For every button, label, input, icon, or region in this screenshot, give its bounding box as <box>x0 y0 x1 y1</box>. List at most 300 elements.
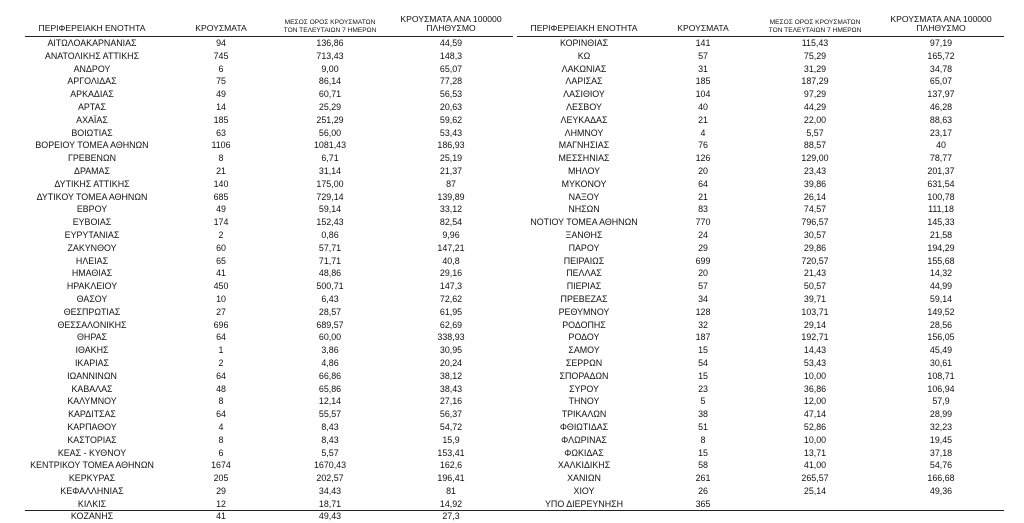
region-cell: ΠΕΙΡΑΙΩΣ <box>563 255 605 266</box>
per100k-cell: 38,43 <box>439 383 463 394</box>
table-row <box>25 114 513 127</box>
cases-cell: 21 <box>216 165 226 176</box>
per100k-cell: 65,07 <box>929 76 953 87</box>
per100k-cell: 100,78 <box>927 191 955 202</box>
table-row <box>25 395 513 408</box>
table-row <box>25 37 513 50</box>
region-cell: ΥΠΟ ΔΙΕΡΕΥΝΗΣΗ <box>545 498 623 509</box>
per100k-cell: 59,62 <box>439 114 463 125</box>
header-per100k-line1: ΚΡΟΥΣΜΑΤΑ ΑΝΑ 100000 <box>890 13 992 24</box>
region-cell: ΙΚΑΡΙΑΣ <box>74 357 110 368</box>
avg7-cell: 3,86 <box>321 345 339 356</box>
avg7-cell: 265,57 <box>801 473 829 484</box>
cases-cell: 6 <box>218 63 224 74</box>
cases-cell: 14 <box>216 101 226 112</box>
avg7-cell: 720,57 <box>801 255 829 266</box>
table-header <box>517 8 1004 37</box>
table-row <box>517 229 1004 242</box>
region-cell: ΛΕΣΒΟΥ <box>566 101 602 112</box>
header-per100k-line2: ΠΛΗΘΥΣΜΟ <box>916 23 966 34</box>
cases-cell: 140 <box>213 178 229 189</box>
avg7-cell: 152,43 <box>316 217 344 228</box>
header-per100k-line2: ΠΛΗΘΥΣΜΟ <box>426 23 476 34</box>
cases-cell: 94 <box>216 38 226 48</box>
per100k-cell: 108,71 <box>927 370 955 381</box>
cases-cell: 1674 <box>211 460 231 471</box>
per100k-cell: 54,76 <box>929 460 953 471</box>
table-row <box>25 127 513 140</box>
header-avg-line2: ΤΟΝ ΤΕΛΕΥΤΑΙΩΝ 7 ΗΜΕΡΩΝ <box>768 26 862 34</box>
avg7-cell: 22,00 <box>803 114 827 125</box>
region-cell: ΡΟΔΟΠΗΣ <box>562 319 606 330</box>
per100k-cell: 14,32 <box>929 268 953 279</box>
per100k-cell: 20,24 <box>439 357 463 368</box>
table-row <box>517 331 1004 344</box>
region-cell: ΔΡΑΜΑΣ <box>74 165 110 176</box>
region-cell: ΜΥΚΟΝΟΥ <box>561 178 607 189</box>
table-row <box>517 165 1004 178</box>
avg7-cell: 29,86 <box>803 242 827 253</box>
per100k-cell: 88,63 <box>929 114 953 125</box>
header-per100k-line1: ΚΡΟΥΣΜΑΤΑ ΑΝΑ 100000 <box>400 13 502 24</box>
per100k-cell: 38,12 <box>439 370 463 381</box>
avg7-cell: 86,14 <box>318 76 342 87</box>
per100k-cell: 338,93 <box>437 332 465 343</box>
per100k-cell: 28,56 <box>929 319 953 330</box>
per100k-cell: 56,53 <box>439 89 463 100</box>
region-cell: ΧΑΛΚΙΔΙΚΗΣ <box>557 460 611 471</box>
avg7-cell: 29,14 <box>803 319 827 330</box>
table-row <box>517 293 1004 306</box>
per100k-cell: 46,28 <box>929 101 953 112</box>
avg7-cell: 12,14 <box>318 396 342 407</box>
per100k-cell: 45,49 <box>929 345 953 356</box>
cases-cell: 29 <box>698 242 708 253</box>
per100k-cell: 37,18 <box>929 447 953 458</box>
header-cases-label: ΚΡΟΥΣΜΑΤΑ <box>677 23 729 34</box>
avg7-cell: 50,57 <box>803 281 827 292</box>
cases-cell: 29 <box>216 485 226 496</box>
table-row <box>25 165 513 178</box>
per100k-cell: 162,6 <box>439 460 463 471</box>
avg7-cell: 44,29 <box>803 101 827 112</box>
table-row <box>25 191 513 204</box>
table-left-half <box>25 8 513 523</box>
cases-cell: 75 <box>216 76 226 87</box>
cases-cell: 187 <box>695 332 711 343</box>
region-cell: ΚΩ <box>577 50 591 61</box>
avg7-cell: 796,57 <box>801 217 829 228</box>
avg7-cell: 136,86 <box>316 38 344 48</box>
cases-cell: 450 <box>213 281 229 292</box>
per100k-cell: 28,99 <box>929 409 953 420</box>
per100k-cell: 19,45 <box>929 434 953 445</box>
region-cell: ΗΡΑΚΛΕΙΟΥ <box>66 281 118 292</box>
table-row <box>25 434 513 447</box>
table-row <box>25 421 513 434</box>
cases-cell: 685 <box>213 191 229 202</box>
table-row <box>25 88 513 101</box>
region-cell: ΚΕΝΤΡΙΚΟΥ ΤΟΜΕΑ ΑΘΗΝΩΝ <box>30 460 154 471</box>
header-avg-line1: ΜΕΣΟΣ ΟΡΟΣ ΚΡΟΥΣΜΑΤΩΝ <box>284 19 376 27</box>
per100k-cell: 148,3 <box>439 50 463 61</box>
cases-cell: 51 <box>698 421 708 432</box>
table-row <box>25 319 513 332</box>
cases-cell: 126 <box>695 153 711 164</box>
header-avg <box>269 19 391 34</box>
region-cell: ΒΟΙΩΤΙΑΣ <box>71 127 113 138</box>
avg7-cell: 47,14 <box>803 409 827 420</box>
region-cell: ΕΒΡΟΥ <box>76 204 108 215</box>
avg7-cell: 10,00 <box>803 370 827 381</box>
header-per100k <box>393 15 509 34</box>
cases-cell: 20 <box>698 165 708 176</box>
table-row <box>517 50 1004 63</box>
cases-cell: 48 <box>216 383 226 394</box>
per100k-cell: 196,41 <box>437 473 465 484</box>
region-cell: ΦΛΩΡΙΝΑΣ <box>561 434 607 445</box>
avg7-cell: 52,86 <box>803 421 827 432</box>
cases-cell: 8 <box>218 434 224 445</box>
per100k-cell: 139,89 <box>437 191 465 202</box>
avg7-cell: 66,86 <box>318 370 342 381</box>
per100k-cell: 201,37 <box>927 165 955 176</box>
avg7-cell: 65,86 <box>318 383 342 394</box>
cases-cell: 41 <box>216 268 226 279</box>
table-row <box>25 63 513 76</box>
per100k-cell: 30,61 <box>929 357 953 368</box>
table-row <box>25 101 513 114</box>
header-per100k <box>881 15 1001 34</box>
table-row <box>25 370 513 383</box>
header-region-label: ΠΕΡΙΦΕΡΕΙΑΚΗ ΕΝΟΤΗΤΑ <box>38 23 146 34</box>
cases-cell: 699 <box>695 255 711 266</box>
per100k-cell: 53,43 <box>439 127 463 138</box>
table-right-half <box>517 8 1004 510</box>
header-avg-line1: ΜΕΣΟΣ ΟΡΟΣ ΚΡΟΥΣΜΑΤΩΝ <box>769 19 861 27</box>
region-cell: ΛΕΥΚΑΔΑΣ <box>560 114 608 125</box>
region-cell: ΜΑΓΝΗΣΙΑΣ <box>558 140 610 151</box>
per100k-cell: 15,9 <box>442 434 460 445</box>
avg7-cell: 28,57 <box>318 306 342 317</box>
table-row <box>25 472 513 485</box>
table-row <box>25 459 513 472</box>
per100k-cell: 147,3 <box>439 281 463 292</box>
avg7-cell: 689,57 <box>316 319 344 330</box>
cases-cell: 76 <box>698 140 708 151</box>
region-cell: ΛΑΡΙΣΑΣ <box>565 76 603 87</box>
per100k-cell: 20,63 <box>439 101 463 112</box>
table-rows-left <box>25 37 513 523</box>
region-cell: ΑΙΤΩΛΟΑΚΑΡΝΑΝΙΑΣ <box>47 38 137 48</box>
avg7-cell: 60,71 <box>318 89 342 100</box>
avg7-cell: 5,57 <box>321 447 339 458</box>
cases-cell: 4 <box>700 127 706 138</box>
avg7-cell: 25,14 <box>803 485 827 496</box>
cases-cell: 20 <box>698 268 708 279</box>
per100k-cell: 82,54 <box>439 217 463 228</box>
per100k-cell: 33,12 <box>439 204 463 215</box>
avg7-cell: 31,29 <box>803 63 827 74</box>
per100k-cell: 194,29 <box>927 242 955 253</box>
avg7-cell: 251,29 <box>316 114 344 125</box>
per100k-cell: 30,95 <box>439 345 463 356</box>
cases-cell: 205 <box>213 473 229 484</box>
cases-cell: 4 <box>218 421 224 432</box>
region-cell: ΦΩΚΙΔΑΣ <box>564 447 604 458</box>
table-row <box>517 255 1004 268</box>
per100k-cell: 44,59 <box>439 38 463 48</box>
per100k-cell: 78,77 <box>929 153 953 164</box>
avg7-cell: 53,43 <box>803 357 827 368</box>
avg7-cell: 30,57 <box>803 229 827 240</box>
per100k-cell: 145,33 <box>927 217 955 228</box>
per100k-cell: 27,3 <box>442 511 460 522</box>
region-cell: ΕΥΡΥΤΑΝΙΑΣ <box>64 229 120 240</box>
region-cell: ΑΝΔΡΟΥ <box>73 63 111 74</box>
avg7-cell: 41,00 <box>803 460 827 471</box>
region-cell: ΝΑΞΟΥ <box>568 191 600 202</box>
per100k-cell: 186,93 <box>437 140 465 151</box>
per100k-cell: 149,52 <box>927 306 955 317</box>
region-cell: ΘΗΡΑΣ <box>77 332 107 343</box>
per100k-cell: 147,21 <box>437 242 465 253</box>
avg7-cell: 75,29 <box>803 50 827 61</box>
region-cell: ΠΑΡΟΥ <box>568 242 600 253</box>
per100k-cell: 97,19 <box>929 38 953 48</box>
cases-cell: 64 <box>698 178 708 189</box>
header-region <box>517 24 651 34</box>
table-row <box>25 357 513 370</box>
region-cell: ΑΝΑΤΟΛΙΚΗΣ ΑΤΤΙΚΗΣ <box>44 50 140 61</box>
cases-cell: 770 <box>695 217 711 228</box>
region-cell: ΜΕΣΣΗΝΙΑΣ <box>558 153 610 164</box>
cases-cell: 15 <box>698 370 708 381</box>
cases-cell: 8 <box>700 434 706 445</box>
cases-cell: 63 <box>216 127 226 138</box>
per100k-cell: 62,69 <box>439 319 463 330</box>
per100k-cell: 153,41 <box>437 447 465 458</box>
table-row <box>517 63 1004 76</box>
cases-cell: 261 <box>695 473 711 484</box>
table-row <box>25 216 513 229</box>
avg7-cell: 48,86 <box>318 268 342 279</box>
per100k-cell: 59,14 <box>929 293 953 304</box>
table-row <box>517 370 1004 383</box>
table-row <box>25 498 513 511</box>
avg7-cell: 39,71 <box>803 293 827 304</box>
avg7-cell: 4,86 <box>321 357 339 368</box>
table-row <box>517 75 1004 88</box>
avg7-cell: 36,86 <box>803 383 827 394</box>
avg7-cell: 175,00 <box>316 178 344 189</box>
table-row <box>517 114 1004 127</box>
cases-cell: 12 <box>216 498 226 509</box>
region-cell: ΝΗΣΩΝ <box>568 204 600 215</box>
per100k-cell: 65,07 <box>439 63 463 74</box>
avg7-cell: 71,71 <box>318 255 342 266</box>
region-cell: ΓΡΕΒΕΝΩΝ <box>67 153 117 164</box>
header-region <box>25 24 159 34</box>
table-row <box>517 498 1004 511</box>
region-cell: ΠΡΕΒΕΖΑΣ <box>560 293 608 304</box>
per100k-cell: 57,9 <box>932 396 950 407</box>
cases-cell: 1106 <box>211 140 231 151</box>
cases-cell: 57 <box>698 281 708 292</box>
header-cases <box>175 24 267 34</box>
cases-cell: 65 <box>216 255 226 266</box>
cases-cell: 24 <box>698 229 708 240</box>
per100k-cell: 27,16 <box>439 396 463 407</box>
cases-cell: 34 <box>698 293 708 304</box>
region-cell: ΤΡΙΚΑΛΩΝ <box>561 409 607 420</box>
cases-cell: 54 <box>698 357 708 368</box>
table-row <box>517 408 1004 421</box>
cases-cell: 21 <box>698 191 708 202</box>
per100k-cell: 14,92 <box>439 498 463 509</box>
cases-cell: 15 <box>698 345 708 356</box>
table-row <box>25 306 513 319</box>
header-region-label: ΠΕΡΙΦΕΡΕΙΑΚΗ ΕΝΟΤΗΤΑ <box>530 23 638 34</box>
avg7-cell: 8,43 <box>321 434 339 445</box>
avg7-cell: 6,71 <box>321 153 339 164</box>
table-row <box>517 203 1004 216</box>
per100k-cell: 21,37 <box>439 165 463 176</box>
table-row <box>517 472 1004 485</box>
per100k-cell: 25,19 <box>439 153 463 164</box>
cases-cell: 696 <box>213 319 229 330</box>
table-row <box>517 139 1004 152</box>
avg7-cell: 8,43 <box>321 421 339 432</box>
per100k-cell: 29,16 <box>439 268 463 279</box>
region-cell: ΞΑΝΘΗΣ <box>565 229 603 240</box>
per100k-cell: 40,8 <box>442 255 460 266</box>
avg7-cell: 13,71 <box>803 447 827 458</box>
per100k-cell: 111,18 <box>928 204 954 215</box>
region-cell: ΛΑΚΩΝΙΑΣ <box>561 63 607 74</box>
cases-cell: 41 <box>216 511 226 522</box>
region-cell: ΒΟΡΕΙΟΥ ΤΟΜΕΑ ΑΘΗΝΩΝ <box>35 140 149 151</box>
table-row <box>517 280 1004 293</box>
header-cases <box>663 24 743 34</box>
per100k-cell: 166,68 <box>927 473 955 484</box>
table-row <box>517 88 1004 101</box>
table-bottom-rule <box>25 510 1004 511</box>
per100k-cell: 40 <box>936 140 946 151</box>
per100k-cell: 165,72 <box>927 50 955 61</box>
table-row <box>517 459 1004 472</box>
table-row <box>25 331 513 344</box>
avg7-cell: 74,57 <box>803 204 827 215</box>
table-row <box>25 293 513 306</box>
table-row <box>25 344 513 357</box>
region-cell: ΡΕΘΥΜΝΟΥ <box>558 306 610 317</box>
per100k-cell <box>881 498 1001 511</box>
cases-cell: 2 <box>218 357 224 368</box>
cases-cell: 104 <box>695 89 711 100</box>
cases-cell: 64 <box>216 370 226 381</box>
avg7-cell <box>753 498 877 511</box>
table-row <box>517 485 1004 498</box>
per100k-cell: 155,68 <box>927 255 955 266</box>
region-cell: ΑΡΚΑΔΙΑΣ <box>70 89 114 100</box>
avg7-cell: 0,86 <box>321 229 339 240</box>
avg7-cell: 18,71 <box>318 498 342 509</box>
per100k-cell: 156,05 <box>927 332 955 343</box>
avg7-cell: 21,43 <box>803 268 827 279</box>
region-cell: ΛΑΣΙΘΙΟΥ <box>563 89 605 100</box>
region-cell: ΕΥΒΟΙΑΣ <box>72 217 112 228</box>
cases-cell: 21 <box>698 114 708 125</box>
table-row <box>517 127 1004 140</box>
cases-cell: 10 <box>216 293 226 304</box>
cases-cell: 64 <box>216 332 226 343</box>
avg7-cell: 26,14 <box>803 191 827 202</box>
cases-cell: 185 <box>213 114 229 125</box>
per100k-cell: 54,72 <box>439 421 463 432</box>
per100k-cell: 72,62 <box>439 293 463 304</box>
table-row <box>25 408 513 421</box>
header-avg-line2: ΤΟΝ ΤΕΛΕΥΤΑΙΩΝ 7 ΗΜΕΡΩΝ <box>283 26 377 34</box>
cases-cell: 174 <box>213 217 229 228</box>
cases-cell: 57 <box>698 50 708 61</box>
region-cell: ΚΑΛΥΜΝΟΥ <box>67 396 117 407</box>
table-row <box>517 357 1004 370</box>
avg7-cell: 187,29 <box>801 76 829 87</box>
table-row <box>25 75 513 88</box>
per100k-cell: 9,96 <box>442 229 460 240</box>
avg7-cell: 60,00 <box>318 332 342 343</box>
cases-cell: 8 <box>218 153 224 164</box>
per100k-cell: 77,28 <box>439 76 463 87</box>
region-cell: ΚΑΡΠΑΘΟΥ <box>67 421 117 432</box>
region-cell: ΘΕΣΠΡΩΤΙΑΣ <box>63 306 121 317</box>
avg7-cell: 1670,43 <box>313 460 347 471</box>
region-cell: ΔΥΤΙΚΟΥ ΤΟΜΕΑ ΑΘΗΝΩΝ <box>36 191 148 202</box>
region-cell: ΝΟΤΙΟΥ ΤΟΜΕΑ ΑΘΗΝΩΝ <box>530 217 638 228</box>
per100k-cell: 137,97 <box>927 89 955 100</box>
cases-cell: 60 <box>216 242 226 253</box>
table-row <box>517 306 1004 319</box>
table-row <box>25 229 513 242</box>
table-row <box>25 267 513 280</box>
table-header <box>25 8 513 37</box>
table-row <box>517 344 1004 357</box>
region-cell: ΔΥΤΙΚΗΣ ΑΤΤΙΚΗΣ <box>54 178 130 189</box>
region-cell: ΑΡΤΑΣ <box>77 101 106 112</box>
avg7-cell: 57,71 <box>318 242 342 253</box>
region-cell: ΚΟΖΑΝΗΣ <box>70 511 114 522</box>
cases-cell: 49 <box>216 89 226 100</box>
cases-cell: 365 <box>695 498 711 509</box>
table-row <box>25 203 513 216</box>
table-row <box>517 319 1004 332</box>
table-row <box>25 152 513 165</box>
avg7-cell: 500,71 <box>316 281 344 292</box>
region-cell: ΤΗΝΟΥ <box>568 396 600 407</box>
table-row <box>517 434 1004 447</box>
table-rows-right <box>517 37 1004 510</box>
per100k-cell: 23,17 <box>929 127 953 138</box>
avg7-cell: 25,29 <box>318 101 342 112</box>
region-cell: ΧΙΟΥ <box>573 485 595 496</box>
region-cell: ΚΕΦΑΛΛΗΝΙΑΣ <box>60 485 124 496</box>
region-cell: ΣΠΟΡΑΔΩΝ <box>559 370 609 381</box>
cases-cell: 27 <box>216 306 226 317</box>
cases-cell: 58 <box>698 460 708 471</box>
table-row <box>517 421 1004 434</box>
region-cell: ΚΙΛΚΙΣ <box>77 498 107 509</box>
